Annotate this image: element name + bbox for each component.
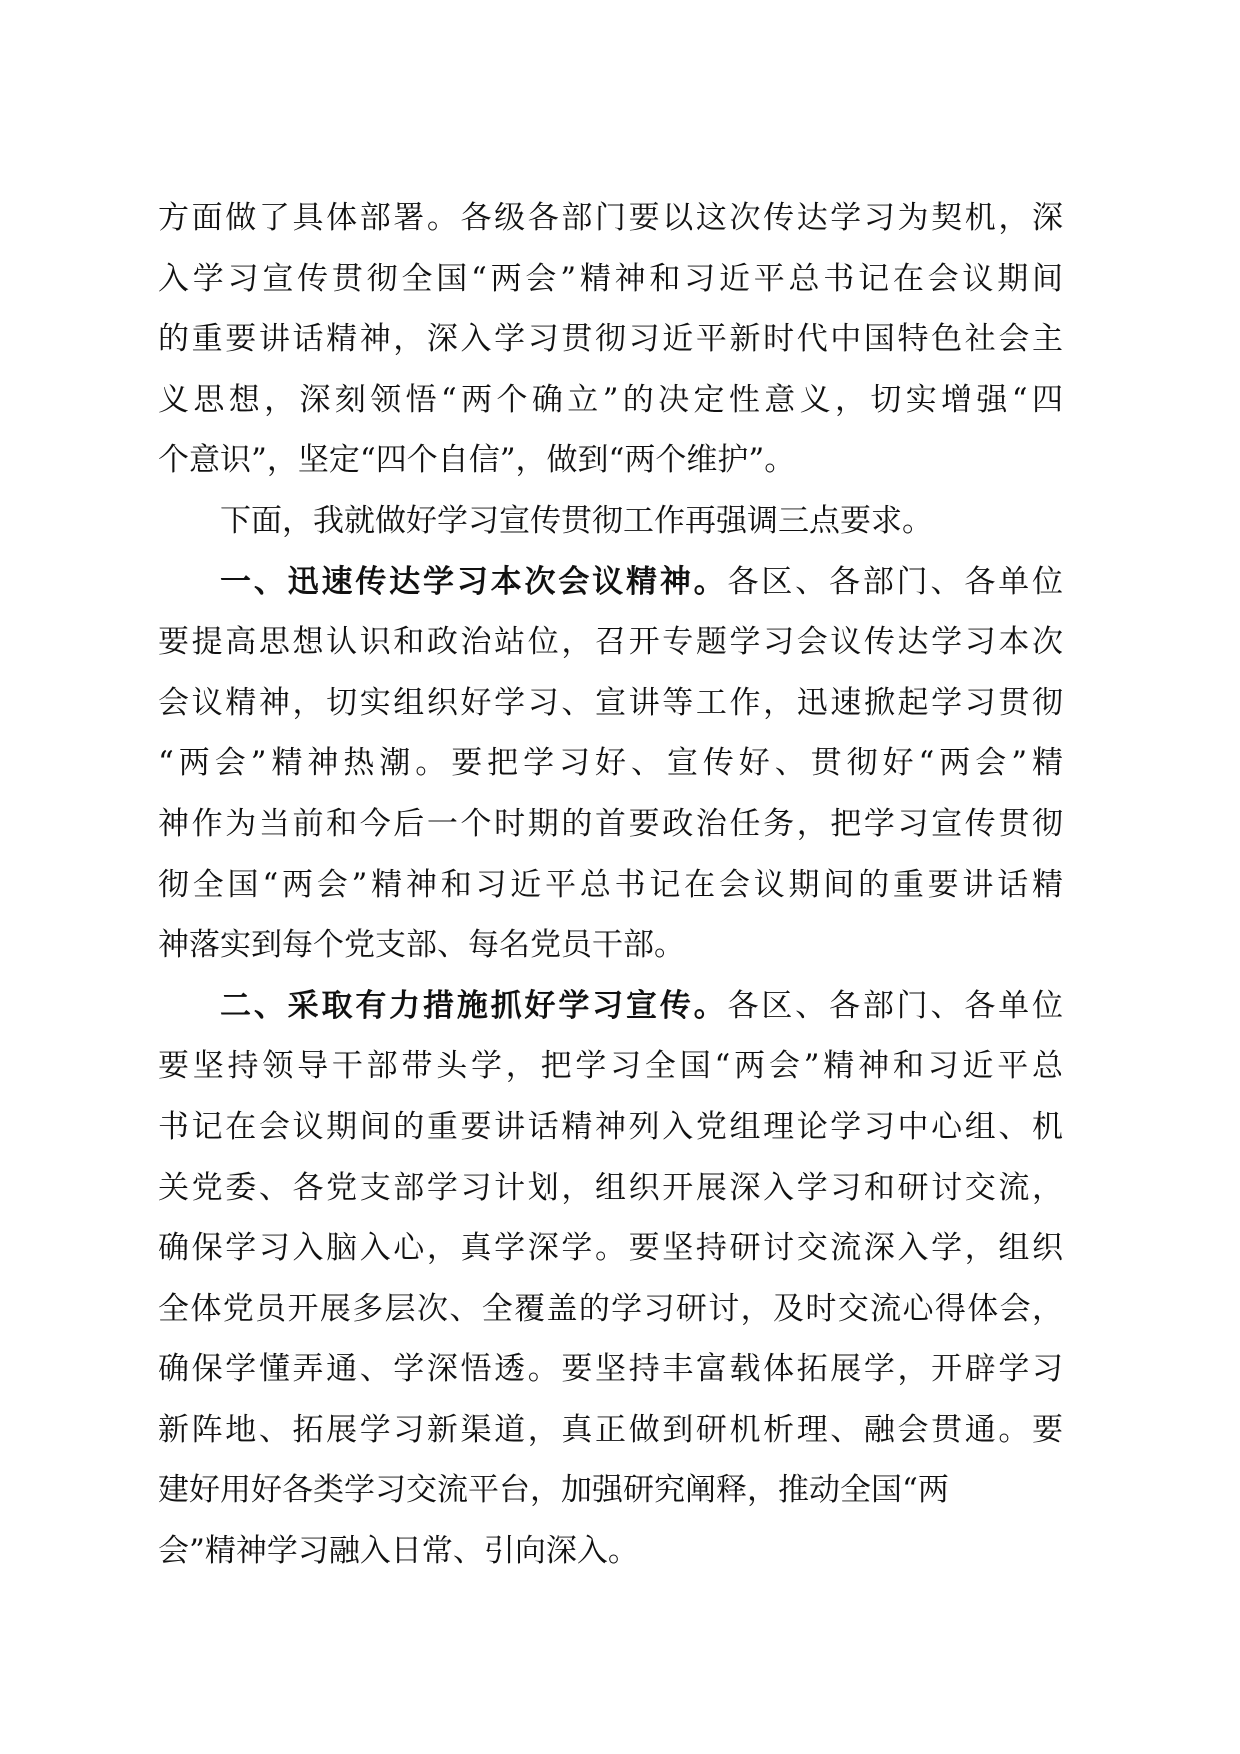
section-heading-1: 一、迅速传达学习本次会议精神。 bbox=[220, 563, 728, 600]
section-heading-2: 二、采取有力措施抓好学习宣传。 bbox=[220, 987, 728, 1024]
text-line: 新阵地、拓展学习新渠道，真正做到研机析理、融会贯通。要 bbox=[158, 1411, 1063, 1448]
text-line-with-heading bbox=[158, 976, 1063, 1037]
text-line: 神落实到每个党支部、每名党员干部。 bbox=[158, 927, 685, 964]
text-line: 下面，我就做好学习宣传贯彻工作再强调三点要求。 bbox=[220, 502, 933, 539]
heading-line-rest: 各区、各部门、各单位 bbox=[727, 563, 1063, 600]
text-line: 会议精神，切实组织好学习、宣讲等工作，迅速掀起学习贯彻 bbox=[158, 684, 1063, 721]
text-line: 会”精神学习融入日常、引向深入。 bbox=[158, 1533, 639, 1570]
text-line: “两会”精神热潮。要把学习好、宣传好、贯彻好“两会”精 bbox=[158, 745, 1063, 782]
text-line: 全体党员开展多层次、全覆盖的学习研讨，及时交流心得体会， bbox=[158, 1290, 1063, 1327]
text-line: 彻全国“两会”精神和习近平总书记在会议期间的重要讲话精 bbox=[158, 866, 1063, 903]
text-line: 的重要讲话精神，深入学习贯彻习近平新时代中国特色社会主 bbox=[158, 321, 1063, 358]
text-line: 建好用好各类学习交流平台，加强研究阐释，推动全国“两 bbox=[158, 1472, 949, 1509]
text-line-with-heading bbox=[158, 552, 1063, 613]
text-line: 要坚持领导干部带头学，把学习全国“两会”精神和习近平总 bbox=[158, 1048, 1063, 1085]
text-line: 神作为当前和今后一个时期的首要政治任务，把学习宣传贯彻 bbox=[158, 805, 1063, 842]
heading-line-rest: 各区、各部门、各单位 bbox=[727, 987, 1063, 1024]
paragraph-4 bbox=[158, 976, 1063, 1582]
text-line: 方面做了具体部署。各级各部门要以这次传达学习为契机，深 bbox=[158, 200, 1063, 236]
document-body bbox=[158, 188, 1063, 1582]
text-line: 确保学懂弄通、学深悟透。要坚持丰富载体拓展学，开辟学习 bbox=[158, 1351, 1063, 1388]
text-line: 要提高思想认识和政治站位，召开专题学习会议传达学习本次 bbox=[158, 624, 1063, 661]
text-line: 个意识”，坚定“四个自信”，做到“两个维护”。 bbox=[158, 442, 796, 479]
paragraph-3 bbox=[158, 552, 1063, 976]
text-line: 确保学习入脑入心，真学深学。要坚持研讨交流深入学，组织 bbox=[158, 1230, 1063, 1267]
text-line: 义思想，深刻领悟“两个确立”的决定性意义，切实增强“四 bbox=[158, 381, 1063, 418]
paragraph-2 bbox=[158, 491, 1063, 552]
text-line: 关党委、各党支部学习计划，组织开展深入学习和研讨交流， bbox=[158, 1169, 1063, 1206]
text-line: 书记在会议期间的重要讲话精神列入党组理论学习中心组、机 bbox=[158, 1108, 1063, 1145]
paragraph-1 bbox=[158, 188, 1063, 491]
text-line: 入学习宣传贯彻全国“两会”精神和习近平总书记在会议期间 bbox=[158, 260, 1063, 297]
